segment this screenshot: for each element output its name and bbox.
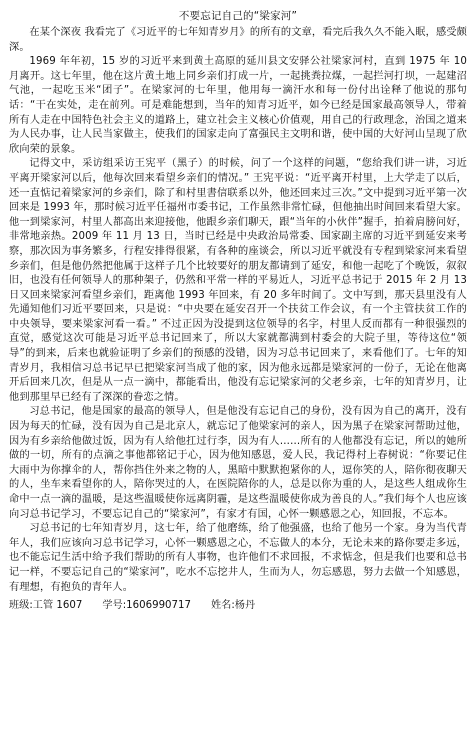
student-id-label: 学号:1606990717 (102, 600, 191, 612)
paragraph-1: 在某个深夜 我看完了《习近平的七年知青岁月》的所有的文章，看完后我久久不能入眠，感受颇深。 (9, 27, 467, 53)
author-info (9, 598, 467, 613)
paragraph-2: 1969 年年初，15 岁的习近平来到黄土高原的延川县文安驿公社梁家河村，直到 1975 年 10 月离开。这七年里，他在这片黄土地上同乡亲们打成一片，一起挑粪拉煤，一起拦河打坝，一起建沼气池，一起吃玉米“团子”。在梁家河的七年里，他用每一滴汗水和每一份付出诠释了他说的那句话：“干在实处，走在前列。可是难能想到，当年的知青习近平，如今已经是国家最高领导人，带着所有人走在中国特色社会主义的道路上，建立社会主义核心价值观，用自己的行政理念，治国之道来为人民办事，让人民当家做主，使我们的国家走向了富强民主文明和谐，使中国的大好河山呈现了欣欣向荣的景象。 (9, 56, 467, 155)
class-label: 班级:工管 1607 (9, 600, 83, 612)
name-label: 姓名:杨丹 (210, 600, 256, 612)
paragraph-4: 习总书记，他是国家的最高的领导人，但是他没有忘记自己的身份，没有因为自己的离开，没有因为每天的忙碌，没有因为自己是北京人，就忘记了他梁家河的亲人，因为黑子在梁家河帮助过他，因为有乡亲给他做过饭，因为有人给他扛过行李，因为有人……所有的人他都没有忘记，所以的她所做的一切，所有的点滴之事他都铭记于心，因为他知感恩，爱人民，我记得村上春树说：“你要记住大雨中为你撑伞的人，帮你挡住外来之物的人，黑暗中默默抱紧你的人，逗你笑的人，陪你彻夜聊天的人，坐车来看望你的人，陪你哭过的人，在医院陪你的人，总是以你为重的人，是这些人组成你生命中一点一滴的温暖，是这些温暖使你远离阴霾，是这些温暖使你成为善良的人。”我们每个人也应该向习总书记学习，不要忘记自己的“梁家河”，有家才有国，心怀一颗感恩之心，知回报，不忘本。 (9, 406, 467, 520)
paragraph-5: 习总书记的七年知青岁月，这七年，给了他磨练，给了他强盛，也给了他另一个家。身为当代青年人，我们应该向习总书记学习，心怀一颗感恩之心，不忘做人的本分，无论未来的路你要走多远，也不能忘记生活中给予我们帮助的所有人事物，也许他们不求回报，不求惦念，但是我们也要和总书记一样，不要忘记自己的“梁家河”，吃水不忘挖井人，生而为人，勿忘感恩，努力去做一个知感恩，有理想，有抱负的青年人。 (9, 523, 467, 593)
paragraph-3: 记得文中，采访组采访王宪平（黑子）的时候，问了一个这样的问题，“您给我们讲一讲，习近平离开梁家河以后，他每次回来看望乡亲们的情况。” 王宪平说：“近平离开村里，上大学走了以后，还一直惦记着梁家河的乡亲们，除了和村里書信联系以外，他还回来过三次。”文中提到习近平第一次回来是 1993 年，那时候习近平任福州市委书记，工作虽然非常忙碌，但他抽出时间回来看望大家。他一到梁家河，村里人都高出来迎接他，他跟乡亲们聊天，跟“当年的小伙伴”握手，拍着肩膀问好，非常地亲热。2009 年 11 月 13 日，当时已经是中央政治局常委、国家副主席的习近平到延安来考察，那次因为事务繁多，行程安排得很紧，有各种的座谈会，所以习近平就没有专程到梁家河来看望乡亲们，但是他仍然把他属于这样子几个比较要好的朋友都请到了延安，和他一起吃了个晚饭，叙叙旧，也没有任何领导人的那种架子，仍然和平常一样的平易近人，习近平总书记于 2015 年 2 月 13 日又回来梁家河看望乡亲们，距离他 1993 年回来，有 20 多年时间了。文中写到，那天县里没有人先通知他们习近平要回来，只是说：“中央要在延安召开一个扶贫工作会议，有一个主管扶贫工作的中央领导，要来梁家河看一看。” 不过正因为没提到这位领导的名字，村里人反而都有一种很强烈的直觉，感觉这次可能是习近平总书记回来了，所以大家就都满到村委会的大院子里，等待这位“领导”的到来，后来也就验证明了乡亲们的预感的没错，因为习总书记回来了，来看他们了。七年的知青岁月，我相信习总书记早已把梁家河当成了他的家，因为他永远都是梁家河的一份子，无论在他离开后回来几次，但是从一点一滴中，都能看出，他没有忘记梁家河的父老乡亲，七年的知青岁月，让他到那里早已经有了深深的眷恋之情。 (9, 158, 467, 403)
essay-title: 不要忘记自己的“梁家河” (178, 10, 298, 22)
